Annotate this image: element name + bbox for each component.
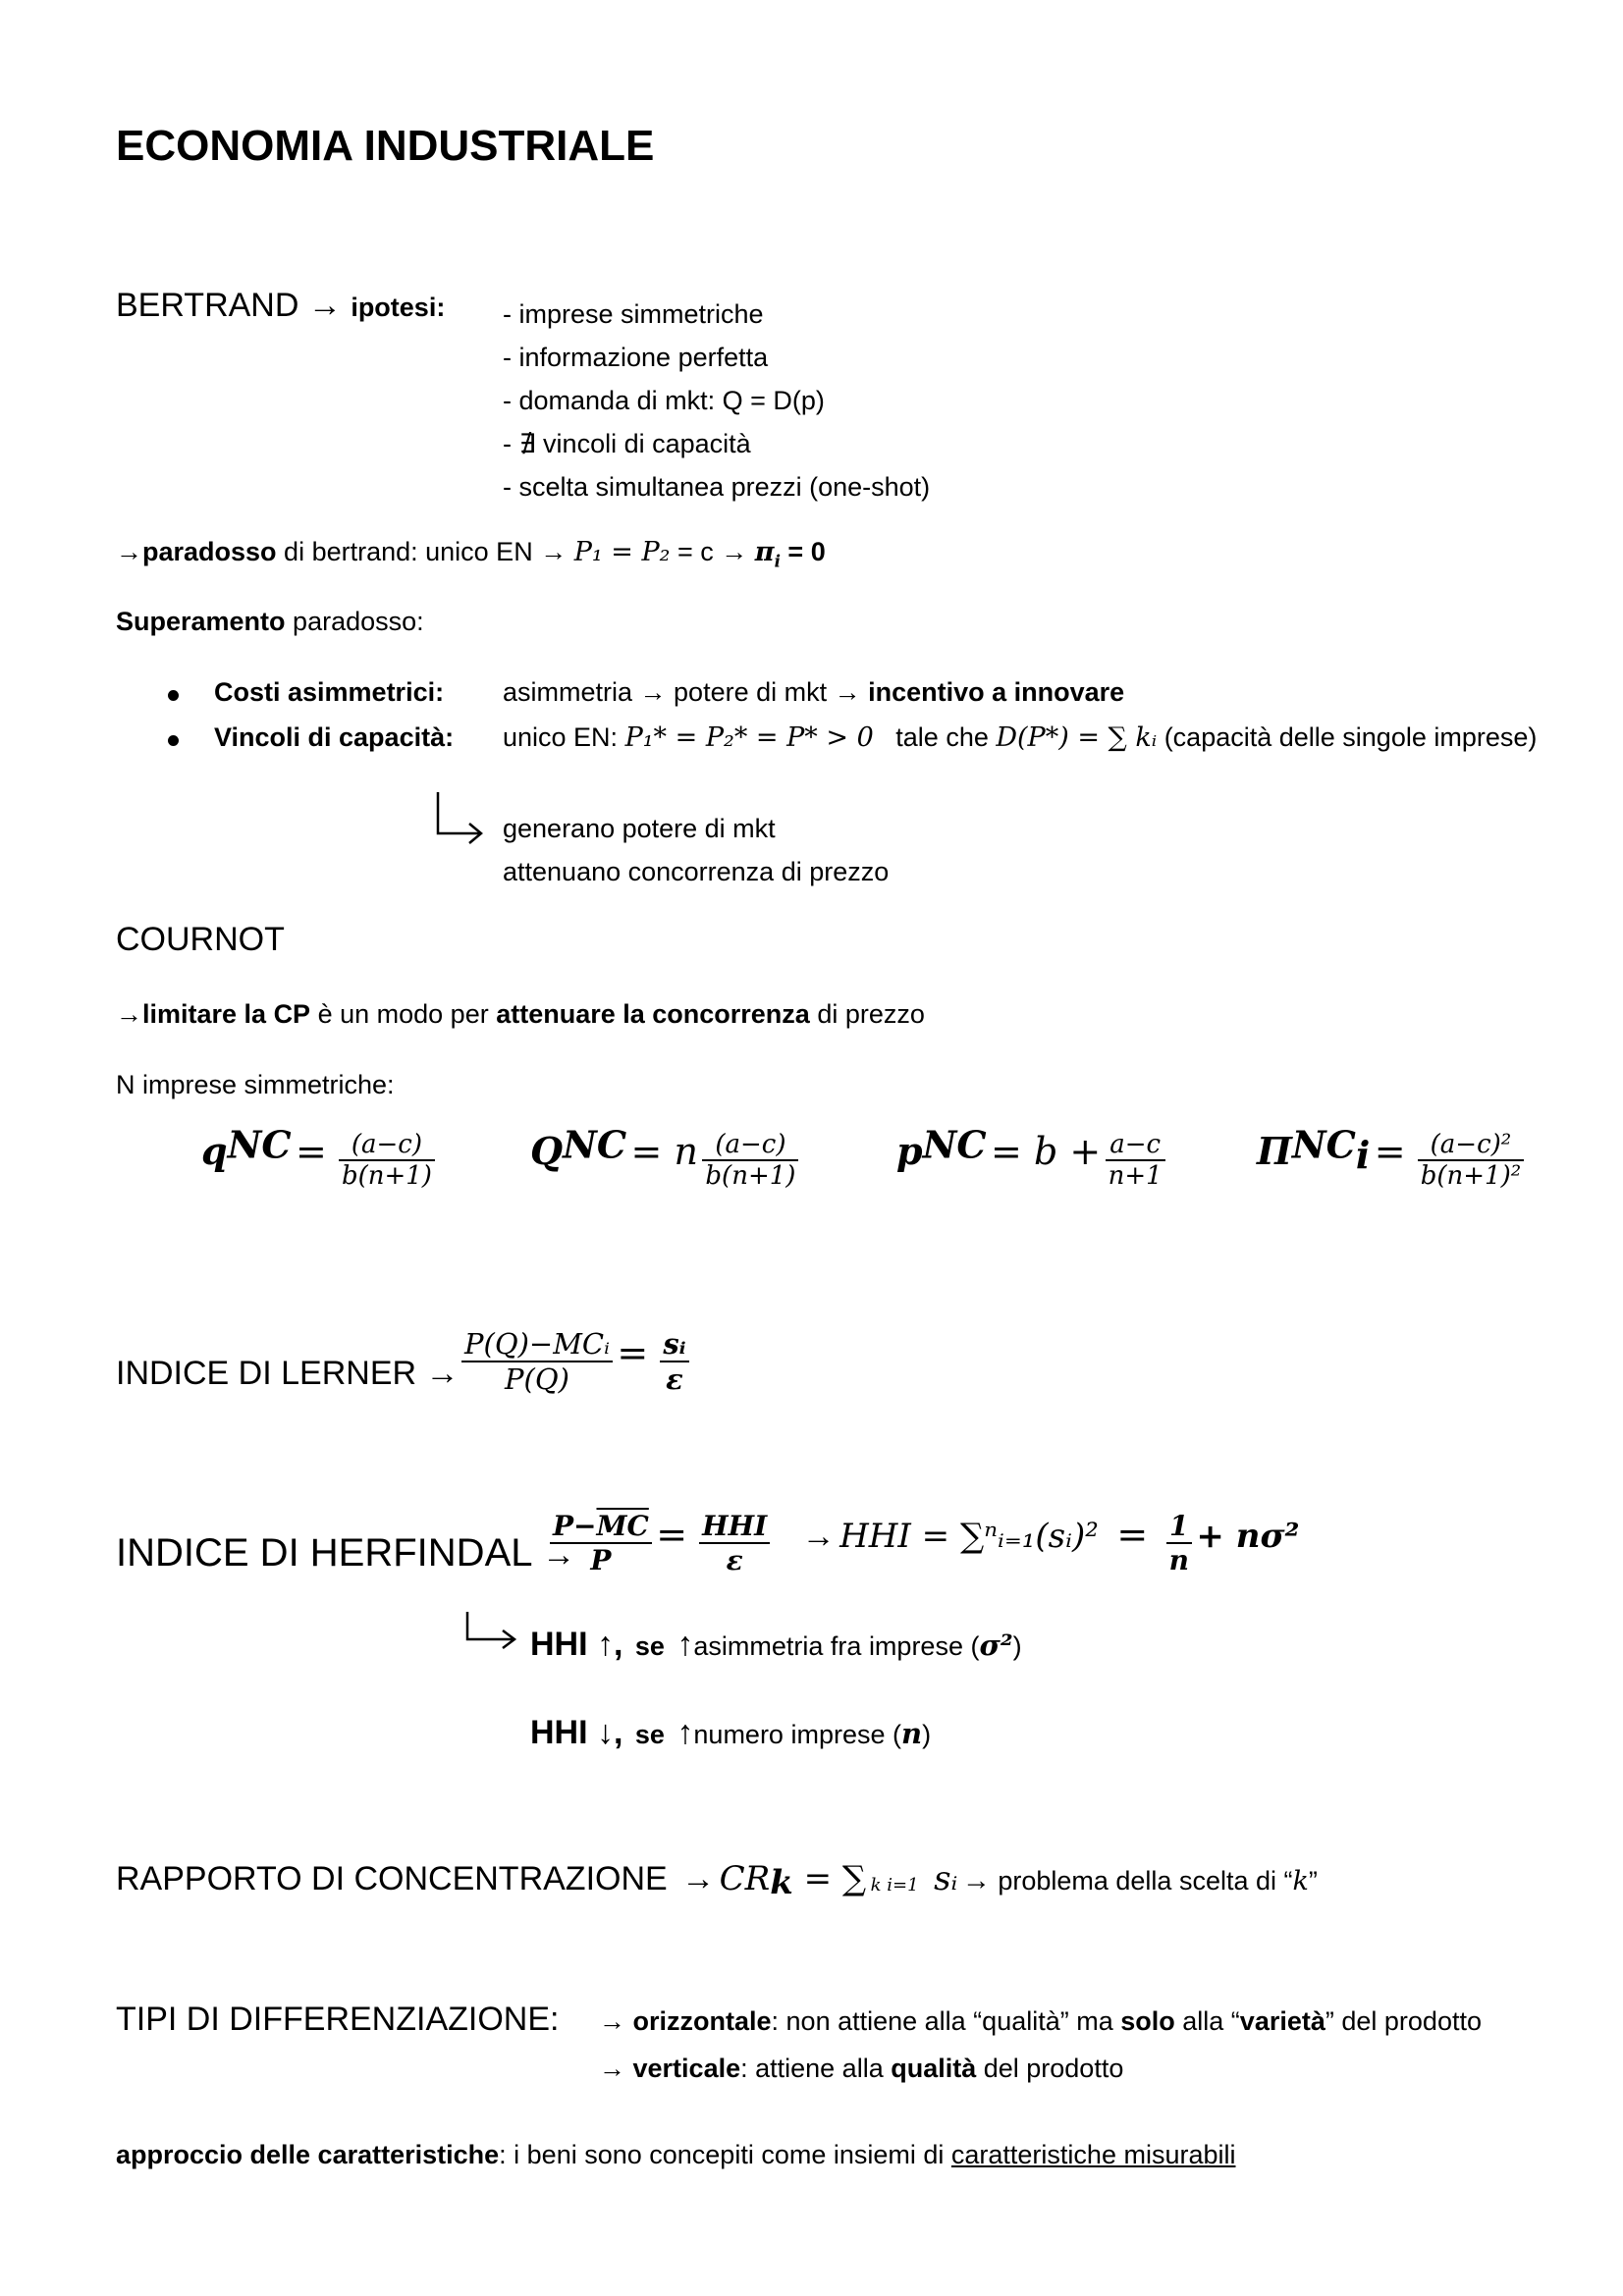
formula-Q: $Q^{NC} = n$ $\frac{(a-c)}{b(n+1)}$	[530, 1129, 798, 1191]
approach-text: : i beni sono concepiti come insiemi di	[499, 2140, 951, 2169]
bullet-label: Costi asimmetrici:	[214, 677, 445, 707]
numerator: HHI	[699, 1510, 770, 1544]
cr-eq: = ∑	[792, 1859, 867, 1898]
page-title: ECONOMIA INDUSTRIALE	[116, 122, 655, 170]
fraction	[550, 1510, 652, 1576]
formula-sup: NC	[1291, 1122, 1356, 1167]
corner-arrow-icon	[461, 1610, 522, 1657]
fraction	[1166, 1510, 1192, 1576]
numerator: (a−c)²	[1418, 1130, 1524, 1161]
herfindal-heading	[116, 1531, 575, 1575]
numerator: 1	[1166, 1510, 1192, 1544]
capacity-eq: P₁* = P₂* = P* > 0	[624, 722, 874, 753]
denominator: b(n+1)	[705, 1160, 796, 1191]
bullet-text-part: (capacità delle singole imprese)	[1157, 722, 1538, 752]
diff-text: ” del prodotto	[1325, 2006, 1482, 2036]
formula-pre: n	[674, 1130, 698, 1173]
paradox-text: di bertrand: unico EN	[276, 537, 541, 566]
denominator: P(Q)	[505, 1362, 569, 1396]
differentiation-line	[599, 2006, 1482, 2037]
bullet-text	[503, 677, 1124, 708]
differentiation-line	[599, 2054, 1123, 2084]
diff-text: del prodotto	[976, 2054, 1124, 2083]
paradox-eq2: = c	[670, 537, 722, 566]
list-item: - imprese simmetriche	[503, 299, 764, 329]
diff-bold: verticale	[632, 2054, 741, 2083]
hhi-sum: ∑ⁿᵢ₌₁(sᵢ)²	[959, 1517, 1099, 1557]
approach-underlined: caratteristiche misurabili	[950, 2140, 1236, 2169]
hhi-note-sym: n	[900, 1717, 923, 1750]
list-item: - scelta simultanea prezzi (one-shot)	[503, 472, 931, 502]
hhi-note-text: asimmetria fra imprese (	[693, 1631, 980, 1661]
arrow-icon: →	[599, 2054, 625, 2083]
denominator: b(n+1)	[341, 1160, 432, 1191]
arrow-icon: →	[425, 1355, 460, 1392]
up-arrow-icon: ↑	[676, 1714, 694, 1751]
bullet-text-part: potere di mkt	[666, 677, 835, 707]
sum-limits: k i=1	[870, 1875, 919, 1896]
fraction	[660, 1327, 688, 1396]
formula-sup: NC	[563, 1122, 627, 1167]
denominator: ε	[666, 1362, 683, 1396]
formula-sub: i	[1355, 1133, 1371, 1178]
overcome-line	[116, 607, 424, 637]
bertrand-heading	[116, 287, 445, 325]
pi-sub: i	[774, 551, 781, 571]
hhi-note	[530, 1626, 1022, 1664]
arrow-icon: →	[681, 1860, 716, 1897]
bullet-text	[503, 722, 1537, 753]
ipotesi-label: ipotesi:	[351, 293, 446, 322]
lerner-heading	[116, 1355, 460, 1393]
consequences-list	[503, 807, 889, 893]
lerner-title: INDICE DI LERNER	[116, 1355, 417, 1392]
numerator-mc: $\overline{MC}$	[596, 1510, 649, 1542]
concentration-text: problema della scelta di “	[990, 1866, 1293, 1896]
concentration-close: ”	[1308, 1866, 1318, 1896]
formula-sup: NC	[922, 1122, 987, 1167]
cournot-text: è un modo per	[310, 999, 497, 1029]
corner-arrow-icon	[432, 790, 487, 851]
hhi-note-close: )	[1012, 1631, 1022, 1661]
arrow-icon: →	[542, 1536, 576, 1574]
bullet-text-part: asimmetria	[503, 677, 640, 707]
arrow-icon: →	[116, 999, 142, 1029]
list-item: generano potere di mkt	[503, 814, 776, 843]
plus-nsigma: + nσ²	[1196, 1517, 1300, 1557]
approach-line	[116, 2140, 1235, 2170]
paradox-bold: paradosso	[142, 537, 277, 566]
concentration-k: k	[1292, 1866, 1309, 1896]
concentration-line	[116, 1859, 1318, 1903]
formula-Pi: $\Pi^{NC}_i$ = $\frac{\text{(a−c)²}}{\text{b(n+1)²}}$	[1257, 1129, 1524, 1191]
cournot-line	[116, 999, 925, 1030]
lerner-formula: $\frac{\text{P(Q)−MCᵢ}}{P(Q)}$ = $\frac{\text{sᵢ}}{\varepsilon}$	[461, 1327, 689, 1396]
bertrand-title: BERTRAND	[116, 287, 299, 324]
denominator: ε	[726, 1544, 743, 1576]
arrow-icon: →	[307, 287, 342, 324]
paradox-line	[116, 537, 826, 571]
hhi-eq: HHI =	[839, 1517, 960, 1557]
fraction	[461, 1327, 613, 1396]
list-item: - informazione perfetta	[503, 343, 769, 372]
arrow-icon: →	[639, 677, 667, 707]
herfindal-title: INDICE DI HERFINDAL	[116, 1531, 532, 1575]
bullet-icon	[168, 735, 179, 746]
differentiation-heading: TIPI DI DIFFERENZIAZIONE:	[116, 2001, 560, 2038]
numerator: sᵢ	[660, 1327, 688, 1362]
fraction	[699, 1510, 770, 1576]
fraction	[1418, 1130, 1524, 1191]
formula-p: $p^{NC} = b$ + $\frac{a-c}{n+1}$	[896, 1129, 1165, 1191]
n-firms-label: N imprese simmetriche:	[116, 1070, 395, 1099]
arrow-icon: →	[540, 537, 568, 566]
hhi-note-sym: σ²	[979, 1629, 1013, 1662]
bullet-text-bold: incentivo a innovare	[860, 677, 1125, 707]
concentration-title: RAPPORTO DI CONCENTRAZIONE	[116, 1860, 668, 1897]
arrow-icon: →	[721, 537, 748, 566]
hhi-note-text: numero imprese (	[693, 1720, 901, 1749]
numerator: (a−c)	[339, 1130, 435, 1161]
list-item: attenuano concorrenza di prezzo	[503, 857, 890, 886]
bullet-label: Vincoli di capacità:	[214, 722, 455, 752]
arrow-icon: →	[801, 1518, 836, 1556]
formula-pre: b +	[1033, 1130, 1102, 1173]
diff-text: : non attiene alla “qualità” ma	[771, 2006, 1121, 2036]
up-arrow-icon: ↑	[676, 1626, 694, 1663]
herfindal-formula: $\frac{P-\overline{MC}}{P}$ = $\frac{\text{HHI}}{\varepsilon}$ → HHI = ∑ⁿᵢ₌₁(sᵢ)² = $\frac{1}{n}$ + nσ²	[550, 1510, 1299, 1576]
formula-lhs: q	[201, 1129, 228, 1173]
hhi-note-label: HHI ↑,	[530, 1626, 623, 1663]
paradox-eq: P₁ = P₂	[573, 537, 671, 567]
hhi-note-se: se	[634, 1631, 665, 1661]
list-item: - ∄ vincoli di capacità	[503, 429, 751, 458]
hypotheses-list	[503, 293, 930, 508]
fraction	[1106, 1130, 1165, 1191]
diff-bold: qualità	[891, 2054, 977, 2083]
fraction	[339, 1130, 435, 1191]
arrow-icon: →	[834, 677, 861, 707]
approach-bold: approccio delle caratteristiche	[116, 2140, 500, 2169]
arrow-icon: →	[961, 1865, 991, 1896]
diff-bold: orizzontale	[632, 2006, 772, 2036]
list-item: - domanda di mkt: Q = D(p)	[503, 386, 825, 415]
paradox-zero: = 0	[780, 537, 826, 566]
overcome-bold: Superamento	[116, 607, 286, 636]
hhi-note-label: HHI ↓,	[530, 1714, 623, 1751]
arrow-icon: →	[599, 2006, 625, 2036]
numerator: a−c	[1106, 1130, 1165, 1161]
capacity-eq2: D(P*) = ∑ kᵢ	[996, 722, 1158, 753]
arrow-icon: →	[116, 537, 142, 566]
denominator: n	[1168, 1544, 1189, 1576]
formula-lhs: Π	[1257, 1129, 1292, 1173]
denominator: P	[590, 1544, 612, 1576]
diff-bold: varietà	[1239, 2006, 1325, 2036]
pi-symbol: π	[754, 537, 775, 567]
hhi-note	[530, 1714, 931, 1752]
cournot-heading: COURNOT	[116, 921, 285, 958]
denominator: b(n+1)²	[1420, 1160, 1522, 1191]
numerator: (a−c)	[702, 1130, 798, 1161]
formula-q: $q^{NC}$ = $\frac{(a-c)}{b(n+1)}$	[201, 1129, 435, 1191]
diff-bold: solo	[1120, 2006, 1175, 2036]
formula-lhs: p	[896, 1129, 923, 1173]
cournot-bold: limitare la CP	[142, 999, 311, 1029]
overcome-text: paradosso:	[285, 607, 424, 636]
numerator: P−	[553, 1510, 597, 1542]
bullet-icon	[168, 690, 179, 701]
diff-text: : attiene alla	[740, 2054, 892, 2083]
bullet-text-part: tale che	[895, 722, 997, 752]
cournot-bold: attenuare la concorrenza	[496, 999, 810, 1029]
equals: =	[1116, 1513, 1149, 1557]
cournot-text: di prezzo	[809, 999, 925, 1029]
numerator: P(Q)−MCᵢ	[461, 1327, 613, 1362]
formula-lhs: Q	[530, 1129, 564, 1173]
cr-s: sᵢ	[934, 1859, 958, 1898]
fraction	[702, 1130, 798, 1191]
diff-text: alla “	[1174, 2006, 1240, 2036]
bullet-text-part: unico EN:	[503, 722, 625, 752]
hhi-note-close: )	[922, 1720, 932, 1749]
denominator: n+1	[1108, 1160, 1163, 1191]
cr-sub: k	[770, 1863, 793, 1903]
formula-sup: NC	[227, 1122, 292, 1167]
hhi-note-se: se	[634, 1720, 665, 1749]
cr-symbol: CR	[719, 1859, 771, 1898]
